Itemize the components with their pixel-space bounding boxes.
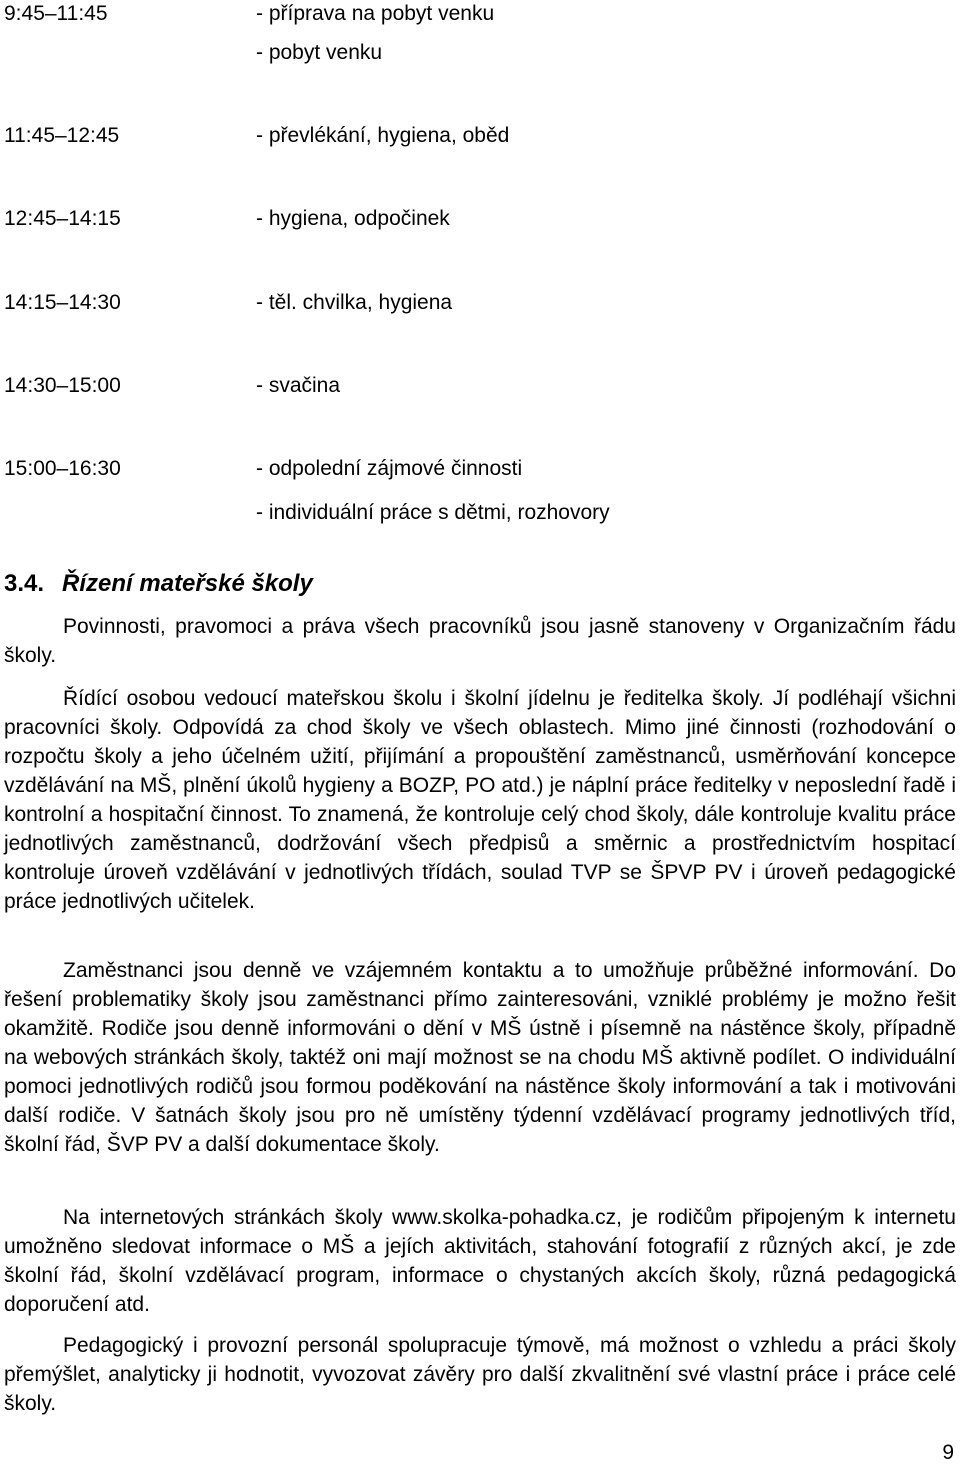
section-title: Řízení mateřské školy — [62, 570, 313, 597]
schedule-time: 12:45–14:15 — [4, 207, 121, 230]
schedule-row — [4, 372, 954, 400]
body-paragraph — [4, 612, 956, 670]
schedule-row — [4, 205, 954, 233]
schedule-activity: - individuální práce s dětmi, rozhovory — [256, 501, 610, 524]
schedule-time: 14:30–15:00 — [4, 374, 121, 397]
schedule-activity: - převlékání, hygiena, oběd — [256, 124, 510, 147]
schedule-row — [4, 499, 954, 527]
body-paragraph — [4, 684, 956, 916]
body-paragraph — [4, 1331, 956, 1418]
schedule-time: 15:00–16:30 — [4, 457, 121, 480]
paragraph-text: Zaměstnanci jsou denně ve vzájemném kontaktu a to umožňuje průběžné informování. Do řešení problematiky školy jsou zaměstnanci přímo zainteresováni, vzniklé problémy je možno řešit okamžitě. Rodiče jsou denně informováni o dění v MŠ ústně i písemně na nástěnce školy, případně na webových stránkách školy, taktéž oni mají možnost se na chodu MŠ aktivně podílet. O individuální pomoci jednotlivých rodičů jsou formou poděkování na nástěnce školy informování a tak i motivováni další rodiče. V šatnách školy jsou pro ně umístěny týdenní vzdělávací programy jednotlivých tříd, školní řád, ŠVP PV a další dokumentace školy. — [4, 959, 956, 1156]
schedule-row — [4, 122, 954, 150]
page-number: 9 — [942, 1441, 954, 1464]
schedule-activity: - odpolední zájmové činnosti — [256, 457, 523, 480]
schedule-activity: - svačina — [256, 374, 341, 397]
schedule-row — [4, 39, 954, 67]
paragraph-text: Na internetových stránkách školy www.skolka-pohadka.cz, je rodičům připojeným k internetu umožněno sledovat informace o MŠ a jejích aktivitách, stahování fotografií z různých akcí, je zde školní řád, školní vzdělávací program, informace o chystaných akcích školy, různá pedagogická doporučení atd. — [4, 1206, 956, 1316]
paragraph-text: Povinnosti, pravomoci a práva všech pracovníků jsou jasně stanoveny v Organizačním řádu školy. — [4, 615, 956, 667]
body-paragraph — [4, 1203, 956, 1319]
schedule-row — [4, 455, 954, 483]
body-paragraph — [4, 956, 956, 1159]
section-number: 3.4. — [4, 570, 45, 597]
paragraph-text: Řídící osobou vedoucí mateřskou školu i školní jídelnu je ředitelka školy. Jí podléhají všichni pracovníci školy. Odpovídá za chod školy ve všech oblastech. Mimo jiné činnosti (rozhodování o rozpočtu školy a jeho účelném užití, přijímání a propouštění zaměstnanců, usměrňování koncepce vzdělávání na MŠ, plnění úkolů hygieny a BOZP, PO atd.) je náplní práce ředitelky v neposlední řadě i kontrolní a hospitační činnost. To znamená, že kontroluje celý chod školy, dále kontroluje kvalitu práce jednotlivých zaměstnanců, dodržování všech předpisů a směrnic a prostřednictvím hospitací kontroluje úroveň vzdělávání v jednotlivých třídách, soulad TVP se ŠPVP PV i úroveň pedagogické práce jednotlivých učitelek. — [4, 687, 956, 913]
schedule-time: 11:45–12:45 — [4, 124, 120, 147]
schedule-row — [4, 0, 954, 28]
schedule-time: 14:15–14:30 — [4, 291, 121, 314]
schedule-activity: - těl. chvilka, hygiena — [256, 291, 453, 314]
schedule-row — [4, 289, 954, 317]
schedule-activity: - pobyt venku — [256, 41, 383, 64]
section-heading — [4, 566, 313, 602]
schedule-time: 9:45–11:45 — [4, 2, 108, 25]
schedule-activity: - hygiena, odpočinek — [256, 207, 450, 230]
paragraph-text: Pedagogický i provozní personál spolupracuje týmově, má možnost o vzhledu a práci školy přemýšlet, analyticky ji hodnotit, vyvozovat závěry pro další zkvalitnění své vlastní práce i práce celé školy. — [4, 1334, 956, 1415]
schedule-activity: - příprava na pobyt venku — [256, 2, 495, 25]
